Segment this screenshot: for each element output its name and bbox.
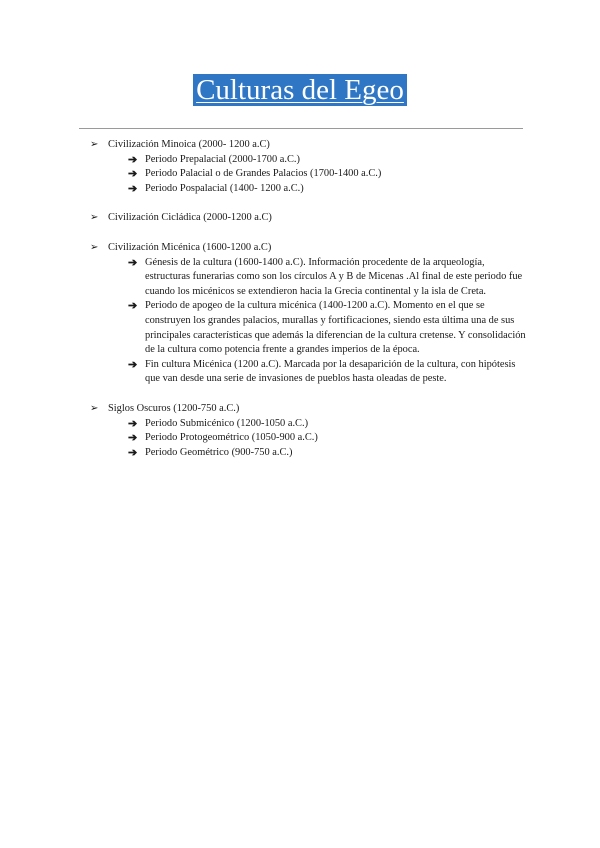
- list-item-text: Periodo Pospalacial (1400- 1200 a.C.): [145, 182, 304, 194]
- list-item: [128, 299, 530, 357]
- arrowhead-bullet-icon: ➢: [90, 402, 99, 414]
- section-heading: [90, 211, 530, 226]
- arrow-right-icon: ➔: [128, 358, 138, 371]
- list-item: [128, 417, 530, 432]
- section-heading-text: Civilización Minoica (2000- 1200 a.C): [108, 139, 270, 150]
- outline-section: [90, 211, 530, 226]
- outline-section: [90, 402, 530, 460]
- arrow-right-icon: ➔: [128, 300, 138, 313]
- arrow-right-icon: ➔: [128, 417, 138, 430]
- list-item: [128, 446, 530, 461]
- section-heading: [90, 241, 530, 256]
- list-item: [128, 358, 530, 387]
- arrow-right-icon: ➔: [128, 256, 138, 269]
- arrow-right-icon: ➔: [128, 446, 138, 459]
- outline-list: [90, 138, 530, 475]
- document-title: Culturas del Egeo: [193, 74, 407, 106]
- list-item-text: Periodo Submicénico (1200-1050 a.C.): [145, 417, 309, 429]
- list-item-text: Periodo Prepalacial (2000-1700 a.C.): [145, 153, 300, 165]
- list-item: [128, 256, 530, 300]
- list-item: [128, 153, 530, 168]
- title-container: [0, 74, 600, 106]
- list-item: [128, 431, 530, 446]
- section-heading: [90, 402, 530, 417]
- list-item-text: Génesis de la cultura (1600-1400 a.C). Información procedente de la arqueología, estructuras funerarias como son los círculos A y B de Micenas .Al final de este periodo fue cuando los micénicos se extendieron hacia la Grecia continental y la isla de Creta.: [145, 256, 523, 297]
- list-item-text: Periodo de apogeo de la cultura micénica (1400-1200 a.C). Momento en el que se construyen los grandes palacios, murallas y fortificaciones, siendo esta última una de sus principales características que además la diferencian de la cultura cretense. Y consolidación de la cultura como potencia frente a grandes imperios de la época.: [145, 300, 526, 356]
- list-item: [128, 182, 530, 197]
- arrow-right-icon: ➔: [128, 168, 138, 181]
- arrowhead-bullet-icon: ➢: [90, 241, 99, 253]
- sub-list: [128, 256, 530, 387]
- arrow-right-icon: ➔: [128, 153, 138, 166]
- section-heading-text: Siglos Oscuros (1200-750 a.C.): [108, 402, 240, 414]
- list-item: [128, 167, 530, 182]
- list-item-text: Fin cultura Micénica (1200 a.C). Marcada por la desaparición de la cultura, con hipótesis que van desde una serie de invasiones de pueblos hasta oleadas de peste.: [145, 358, 516, 385]
- sub-list: [128, 417, 530, 461]
- arrow-right-icon: ➔: [128, 432, 138, 445]
- section-heading: [90, 138, 530, 153]
- arrow-right-icon: ➔: [128, 182, 138, 195]
- section-heading-text: Civilización Micénica (1600-1200 a.C): [108, 241, 272, 253]
- outline-section: [90, 138, 530, 196]
- section-heading-text: Civilización Cicládica (2000-1200 a.C): [108, 212, 272, 224]
- list-item-text: Periodo Palacial o de Grandes Palacios (1700-1400 a.C.): [145, 168, 382, 180]
- arrowhead-bullet-icon: ➢: [90, 212, 99, 224]
- horizontal-rule: [79, 128, 523, 129]
- outline-section: [90, 241, 530, 387]
- list-item-text: Periodo Protogeométrico (1050-900 a.C.): [145, 432, 318, 444]
- sub-list: [128, 153, 530, 197]
- arrowhead-bullet-icon: ➢: [90, 139, 99, 150]
- list-item-text: Periodo Geométrico (900-750 a.C.): [145, 446, 293, 458]
